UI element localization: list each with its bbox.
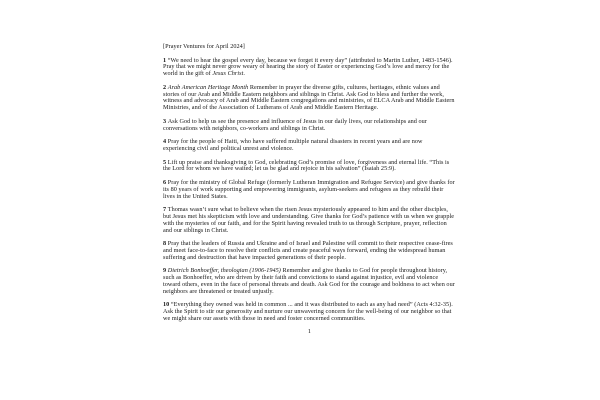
paragraph-number: 3 [163, 117, 168, 125]
paragraph [163, 302, 456, 322]
paragraph-italic-text: Jesus Christ [212, 70, 244, 78]
paragraph-italic-text: Dietrich Bonhoeffer, theologian (1906-1945) [167, 267, 281, 275]
paragraph-number: 2 [163, 83, 168, 91]
paragraph [163, 85, 456, 112]
paragraph-number: 8 [163, 240, 168, 248]
paragraph-text: Ask God to help us see the presence and influence of Jesus in our daily lives, our relationships and our conversations with neighbors, co-workers and siblings in Christ. [163, 117, 427, 132]
paragraph [163, 241, 456, 261]
page-number: 1 [307, 328, 312, 336]
document-content [163, 44, 456, 336]
paragraph-text: “Everything they owned was held in common ... and it was distributed to each as any had need” (Acts 4:32-35). Ask the Spirit to stir our generosity and nurture our unwavering concern for the well-being of our neighbor so that we might share our assets with those in need and foster concerned communities. [163, 301, 453, 322]
paragraph [163, 160, 456, 174]
paragraph-italic-text: Arab American Heritage Month [167, 83, 249, 91]
paragraph-text: Pray for the people of Haiti, who have suffered multiple natural disasters in recent years and are now experiencing civil and political unrest and violence. [163, 138, 423, 152]
paragraph [163, 58, 456, 78]
paragraph [163, 207, 456, 234]
document-title: [Prayer Ventures for April 2024] [163, 43, 245, 50]
paragraph [163, 139, 456, 153]
paragraph-number: 6 [163, 178, 168, 186]
paragraph-list [163, 58, 456, 323]
paragraph-number: 10 [163, 301, 171, 309]
paragraph-text: Remember and give thanks to God for people throughout history, such as Bonhoeffer, who are driven by their faith and convictions to stand against injustice, evil and violence toward others, even in the face of personal threats and death. Ask God for the courage and boldness to act when our neighbors are threatened or treated unjustly. [163, 267, 455, 295]
paragraph-text: . [243, 70, 245, 78]
paragraph-text: Thomas wasn’t sure what to believe when the risen Jesus mysteriously appeared to him and the other disciples, but Jesus met his skepticism with love and understanding. Give thanks for God’s patience with us when we grapple with the mysteries of our faith, and for the Spirit having revealed truth to us through Scripture, prayer, reflection and our siblings in Christ. [163, 206, 455, 234]
paragraph-number: 5 [163, 158, 168, 166]
paragraph [163, 119, 456, 133]
paragraph [163, 268, 456, 295]
paragraph-text: Pray for the ministry of Global Refuge (formerly Lutheran Immigration and Refugee Service) and give thanks for its 80 years of work supporting and empowering immigrants, asylum-seekers and refugees as they rebuild their lives in the United States. [163, 178, 455, 200]
paragraph-number: 1 [163, 56, 168, 64]
paragraph-text: Pray that the leaders of Russia and Ukraine and of Israel and Palestine will commit to their respective cease-fires and meet face-to-face to resolve their conflicts and create peaceful ways forward, ending the widespread human suffering and destruction that have impacted generations of their people. [163, 240, 453, 261]
paragraph-number: 7 [163, 206, 168, 214]
paragraph [163, 180, 456, 200]
paragraph-text: “We need to hear the gospel every day, because we forget it every day” (attributed to Martin Luther, 1483-1546). Pray that we might never grow weary of hearing the story of Easter or experiencing God’s love and mercy for the world in the gift of [163, 56, 453, 78]
paragraph-text: Lift up praise and thanksgiving to God, celebrating God’s promise of love, forgiveness and eternal life. “This is the Lord for whom we have waited; let us be glad and rejoice in his salvation” (Isaiah 25:9). [163, 158, 450, 173]
paragraph-number: 4 [163, 138, 168, 146]
paragraph-number: 9 [163, 267, 168, 275]
paragraph-text: Remember in prayer the diverse gifts, cultures, heritages, ethnic values and stories of our Arab and Middle Eastern neighbors and siblings in Christ. Ask God to bless and further the work, witness and advocacy of Arab and Middle Eastern congregations and ministries, of ELCA Arab and Middle Eastern Ministries, and of the Association of Lutherans of Arab and Middle Eastern Heritage. [163, 83, 455, 112]
